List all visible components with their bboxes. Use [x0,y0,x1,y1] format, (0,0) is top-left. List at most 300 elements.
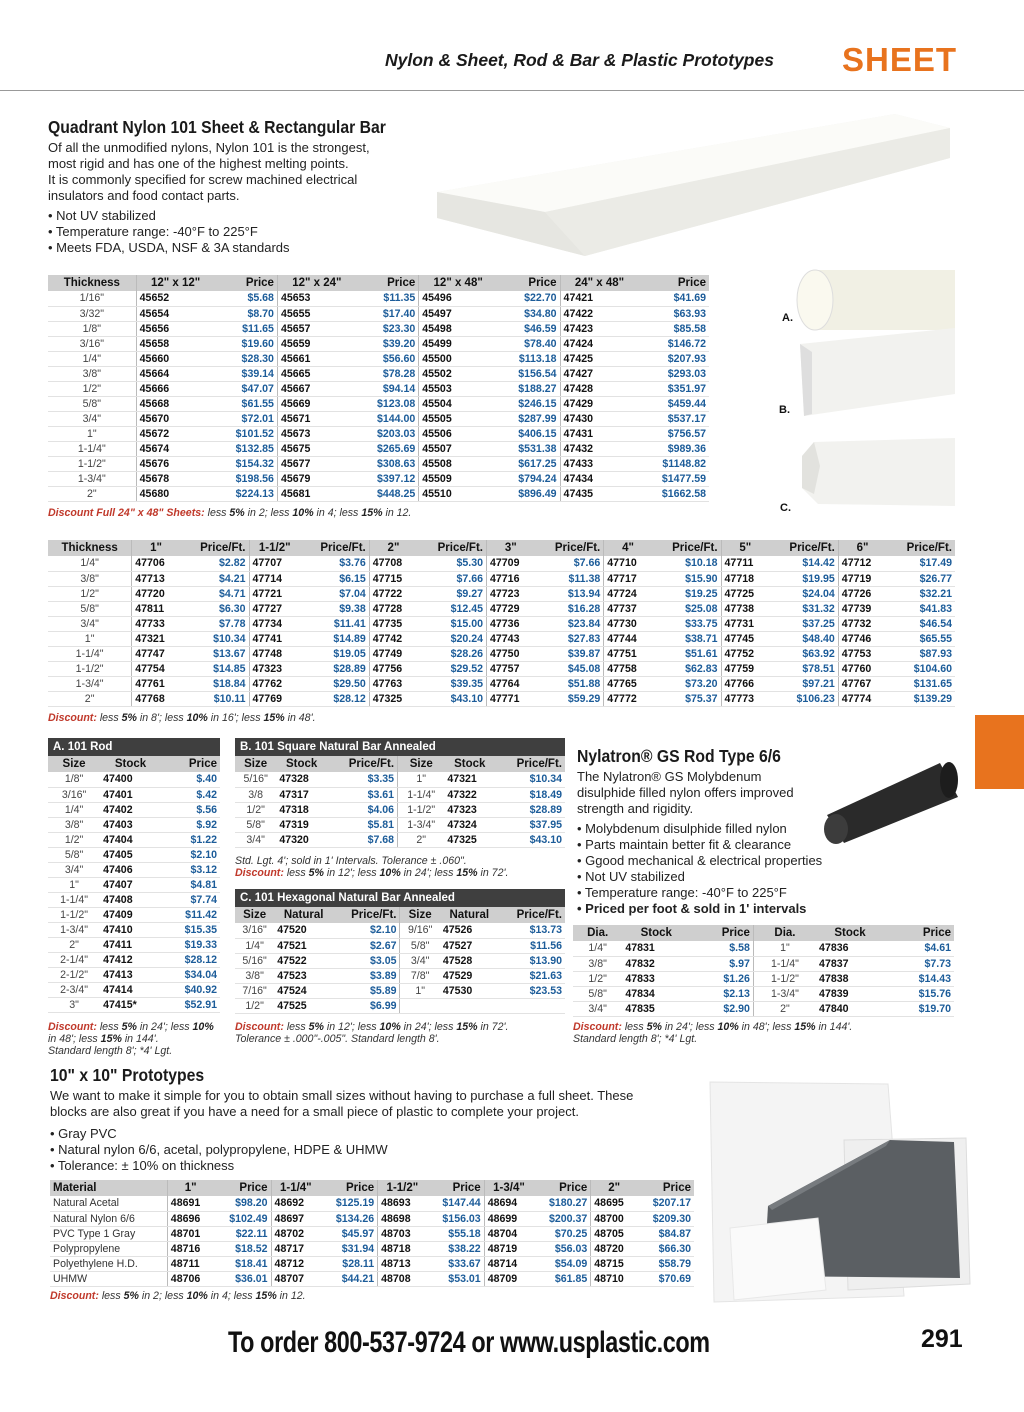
table-cell: $7.78 [180,616,249,631]
table-cell: 47833 [622,971,690,986]
column-header: Price [497,275,560,291]
hex101-title: C. 101 Hexagonal Natural Bar Annealed [235,889,565,907]
table-cell: $14.42 [769,556,838,571]
nylon101-bullets [48,208,290,256]
table-cell: $1662.58 [638,486,709,501]
table-cell: $351.97 [638,381,709,396]
table-cell: $10.11 [180,691,249,706]
column-header: Price/Ft. [499,907,565,923]
table-cell: $308.63 [356,456,419,471]
table-cell: 47528 [440,953,499,968]
table-cell: 48700 [591,1211,637,1226]
nylon101-description [48,140,418,204]
table-cell: 1" [48,631,132,646]
table-cell: 47325 [444,832,495,847]
desc-line: strength and rigidity. [577,801,694,816]
column-header: Dia. [573,925,622,941]
column-header: Price [690,925,753,941]
table-cell: 1/4" [48,351,136,366]
table-row [235,802,565,817]
table-cell: $2.67 [333,938,400,953]
table-cell: 5/16" [235,953,274,968]
table-cell: $19.33 [161,937,220,952]
bullet: • Not UV stabilized [577,869,685,884]
table-cell: 45659 [277,336,355,351]
table-cell: $156.03 [427,1211,485,1226]
table-cell: $97.21 [769,676,838,691]
table-cell: $7.68 [327,832,398,847]
table-cell: $66.30 [637,1241,694,1256]
table-cell: 47526 [440,923,499,938]
table-cell: $13.67 [180,646,249,661]
table-cell: $156.54 [497,366,560,381]
bullet: • Parts maintain better fit & clearance [577,837,792,852]
table-cell: $40.92 [161,982,220,997]
table-cell: $41.83 [886,601,955,616]
table-cell: $58.79 [637,1256,694,1271]
hex101-notes [235,1021,570,1045]
column-header: Price [427,1180,485,1196]
table-cell: 47721 [249,586,300,601]
table-cell: 1-1/4" [753,956,816,971]
table-cell: $27.83 [535,631,604,646]
table-cell: $61.85 [533,1271,591,1286]
table-cell: $78.40 [497,336,560,351]
table-cell: $265.69 [356,441,419,456]
table-cell: Polypropylene [50,1241,167,1256]
table-cell: 47317 [276,787,327,802]
table-cell: 45675 [277,441,355,456]
table-cell: 47715 [369,571,417,586]
table-cell: 48713 [378,1256,427,1271]
table-cell: 47400 [100,772,161,787]
table-cell: 47714 [249,571,300,586]
table-cell: $406.15 [497,426,560,441]
column-header: Dia. [753,925,816,941]
table-cell: 47736 [487,616,535,631]
table-cell: $144.00 [356,411,419,426]
bullet: • Ggood mechanical & electrical properties [577,853,823,868]
column-header: 5" [721,540,769,556]
table-cell: 45661 [277,351,355,366]
column-header: Stock [100,756,161,772]
table-cell: Natural Nylon 6/6 [50,1211,167,1226]
discount-text: less 5% in 12'; less 10% in 24'; less 15% in 72'. [286,1021,509,1033]
table-cell: $.58 [690,941,753,956]
table-cell: $11.56 [499,938,565,953]
table-cell: $15.90 [652,571,721,586]
table-cell: $794.24 [497,471,560,486]
table-cell: $5.89 [333,983,400,998]
table-cell: $18.52 [214,1241,272,1256]
column-header: Price [638,275,709,291]
column-header: Natural [440,907,499,923]
table-cell: 2-1/2" [48,967,100,982]
table-row [50,1196,694,1211]
nylatron-price-table [573,925,954,1017]
table-row [48,396,709,411]
table-cell: 48717 [271,1241,320,1256]
table-row [48,952,220,967]
table-cell: 47711 [721,556,769,571]
table-cell: $5.30 [417,556,486,571]
table-cell: $.97 [690,956,753,971]
table-cell: $18.84 [180,676,249,691]
table-cell: $13.90 [499,953,565,968]
table-cell: 47751 [604,646,652,661]
table-cell: 47758 [604,661,652,676]
table-cell: 3/4" [400,953,440,968]
table-cell: $51.88 [535,676,604,691]
header-title: Nylon & Sheet, Rod & Bar & Plastic Prototypes [385,50,774,70]
table-row [48,967,220,982]
desc-line: insulators and food contact parts. [48,188,240,203]
table-cell: $19.95 [769,571,838,586]
table-cell: $41.69 [638,291,709,306]
table-row [48,306,709,321]
table-cell: 47522 [274,953,333,968]
table-cell: $1.26 [690,971,753,986]
table-cell: $11.41 [300,616,369,631]
table-cell [440,998,499,1013]
table-cell: $15.00 [417,616,486,631]
table-cell: 48720 [591,1241,637,1256]
bullet: • Priced per foot & sold in 1' intervals [577,901,807,916]
table-header-row [48,540,955,556]
prototypes-bullets [50,1126,388,1174]
table-cell: 47401 [100,787,161,802]
table-row [48,586,955,601]
table-cell: 48704 [484,1226,533,1241]
table-cell: $.42 [161,787,220,802]
table-cell: 45669 [277,396,355,411]
rod101-discount [48,1021,223,1057]
column-header: 1-3/4" [484,1180,533,1196]
hex101-panel [235,889,565,1014]
column-header: Price/Ft. [333,907,400,923]
table-cell: 45509 [419,471,497,486]
table-row [48,351,709,366]
desc-line: The Nylatron® GS Molybdenum [577,769,762,784]
column-header: Price [215,275,278,291]
table-cell: 47745 [721,631,769,646]
table-cell: $4.21 [180,571,249,586]
rod101-title: A. 101 Rod [48,738,220,756]
table-cell: $72.01 [215,411,278,426]
table-cell: 47750 [487,646,535,661]
table-cell: 47840 [816,1001,884,1016]
table-cell: $617.25 [497,456,560,471]
table-cell: $59.29 [535,691,604,706]
table-cell: $3.89 [333,968,400,983]
table-cell: 1" [48,426,136,441]
table-cell: $11.42 [161,907,220,922]
table-row [48,676,955,691]
table-cell: $14.85 [180,661,249,676]
discount-label: Discount: [235,1021,284,1033]
sheet-discount [48,507,411,519]
table-cell: 47524 [274,983,333,998]
table-cell: $14.89 [300,631,369,646]
table-cell: 45678 [136,471,214,486]
table-cell: $38.22 [427,1241,485,1256]
table-cell: 47760 [838,661,886,676]
bullet: • Tolerance: ± 10% on thickness [50,1158,235,1173]
table-cell: $16.28 [535,601,604,616]
section-label: SHEET [842,41,958,78]
table-row [235,968,565,983]
table-cell: 3/4" [48,411,136,426]
table-cell: $3.76 [300,556,369,571]
table-cell: 48696 [167,1211,213,1226]
table-cell: 47837 [816,956,884,971]
table-cell: $33.75 [652,616,721,631]
table-cell: 5/8" [400,938,440,953]
discount-text: less 5% in 8'; less 10% in 16'; less 15% in 48'. [99,712,316,724]
table-row [48,381,709,396]
table-cell: $18.49 [495,787,565,802]
column-header: 24" x 48" [560,275,638,291]
table-cell: 3/8" [48,817,100,832]
table-cell: $65.55 [886,631,955,646]
table-cell: 48716 [167,1241,213,1256]
table-cell: 1-1/4" [398,787,445,802]
column-header: Size [48,756,100,772]
table-cell: 45679 [277,471,355,486]
table-cell: 48695 [591,1196,637,1211]
table-cell: 45502 [419,366,497,381]
table-cell: 45673 [277,426,355,441]
nylatron-rod-image [812,755,962,845]
table-row [48,772,220,787]
table-row [235,817,565,832]
table-cell: $43.10 [495,832,565,847]
column-header: 1-1/2" [249,540,300,556]
column-header: Price/Ft. [652,540,721,556]
table-cell: $15.76 [884,986,954,1001]
table-cell: $5.81 [327,817,398,832]
table-cell: $39.14 [215,366,278,381]
table-row [48,616,955,631]
table-cell: 47405 [100,847,161,862]
column-header: Price/Ft. [327,756,398,772]
table-cell: $101.52 [215,426,278,441]
table-cell: 1-1/2" [398,802,445,817]
table-cell: 45665 [277,366,355,381]
table-cell: $28.12 [161,952,220,967]
table-row [48,411,709,426]
table-cell: 1-3/4" [48,922,100,937]
bullet: • Temperature range: -40°F to 225°F [48,224,258,239]
table-cell: 7/16" [235,983,274,998]
table-cell: $7.66 [535,556,604,571]
table-cell: Polyethylene H.D. [50,1256,167,1271]
table-cell: $62.83 [652,661,721,676]
table-cell: 47707 [249,556,300,571]
table-row [48,486,709,501]
square-bar-image [800,328,955,416]
table-cell: 48706 [167,1271,213,1286]
table-cell: 1" [753,941,816,956]
table-cell: 5/8" [48,396,136,411]
table-row [48,691,955,706]
table-cell: 47321 [132,631,180,646]
table-cell: $28.89 [495,802,565,817]
table-cell: $17.40 [356,306,419,321]
table-cell: 7/8" [400,968,440,983]
table-row [573,941,954,956]
order-info: To order 800-537-9724 or www.usplastic.com [228,1326,710,1359]
table-cell: 2" [48,486,136,501]
table-cell: 47402 [100,802,161,817]
table-cell: 1/2" [48,381,136,396]
table-row [48,847,220,862]
table-cell: $132.85 [215,441,278,456]
table-cell: $44.21 [320,1271,378,1286]
table-cell: 47748 [249,646,300,661]
table-cell: $34.04 [161,967,220,982]
table-cell: 48701 [167,1226,213,1241]
table-cell: 47433 [560,456,638,471]
table-cell: $70.25 [533,1226,591,1241]
table-cell: $9.27 [417,586,486,601]
table-row [48,817,220,832]
table-cell: 3/32" [48,306,136,321]
table-cell: 45505 [419,411,497,426]
table-cell: $36.01 [214,1271,272,1286]
desc-line: Of all the unmodified nylons, Nylon 101 is the strongest, [48,140,370,155]
table-cell: 48697 [271,1211,320,1226]
table-header-row [235,756,565,772]
column-header: Price [884,925,954,941]
table-cell: $51.61 [652,646,721,661]
table-cell: 47744 [604,631,652,646]
table-cell: 48699 [484,1211,533,1226]
table-cell: 47432 [560,441,638,456]
table-row [48,556,955,571]
table-row [48,426,709,441]
table-cell: $293.03 [638,366,709,381]
table-cell: 47739 [838,601,886,616]
table-header-row [573,925,954,941]
bullet: • Meets FDA, USDA, NSF & 3A standards [48,240,290,255]
table-cell: 45500 [419,351,497,366]
table-cell: 48719 [484,1241,533,1256]
table-cell: 1" [400,983,440,998]
table-cell: 45499 [419,336,497,351]
column-header: 2" [591,1180,637,1196]
discount-label: Discount: [48,712,97,724]
table-cell: 45507 [419,441,497,456]
table-cell: 47762 [249,676,300,691]
table-cell: 1/8" [48,772,100,787]
table-row [48,787,220,802]
table-cell: $37.25 [769,616,838,631]
table-cell: $146.72 [638,336,709,351]
table-cell: 45506 [419,426,497,441]
table-row [235,772,565,787]
table-cell: $198.56 [215,471,278,486]
column-header: Size [398,756,445,772]
table-cell: 47738 [721,601,769,616]
table-cell [499,998,565,1013]
column-header: Price [161,756,220,772]
table-cell: 47427 [560,366,638,381]
table-cell: $55.18 [427,1226,485,1241]
table-cell: 47763 [369,676,417,691]
table-cell: 5/8" [235,817,276,832]
bullet: • Molybdenum disulphide filled nylon [577,821,787,836]
table-cell: 9/16" [400,923,440,938]
table-cell: $139.29 [886,691,955,706]
table-cell: 47836 [816,941,884,956]
table-cell: 48712 [271,1256,320,1271]
table-cell: 47733 [132,616,180,631]
table-cell: 48707 [271,1271,320,1286]
table-cell: 47743 [487,631,535,646]
table-cell: $1.22 [161,832,220,847]
table-cell: 47710 [604,556,652,571]
table-cell: 47431 [560,426,638,441]
table-cell: 47766 [721,676,769,691]
table-cell: 47430 [560,411,638,426]
table-cell: $78.51 [769,661,838,676]
table-cell: 48705 [591,1226,637,1241]
column-header: 4" [604,540,652,556]
table-cell: $125.19 [320,1196,378,1211]
table-cell: 47746 [838,631,886,646]
table-cell: 1-1/2" [48,907,100,922]
table-cell: 47706 [132,556,180,571]
table-cell: 47321 [444,772,495,787]
table-cell: 1/2" [48,832,100,847]
table-cell: 47422 [560,306,638,321]
table-cell: $3.12 [161,862,220,877]
table-cell: $10.34 [180,631,249,646]
table-cell: $224.13 [215,486,278,501]
column-header: Price/Ft. [886,540,955,556]
bullet: • Not UV stabilized [48,208,156,223]
table-row [48,982,220,997]
table-cell: $23.84 [535,616,604,631]
table-cell: $896.49 [497,486,560,501]
table-cell: 48694 [484,1196,533,1211]
prototype-blocks-image [708,1078,978,1306]
table-cell: 47768 [132,691,180,706]
table-cell: 47718 [721,571,769,586]
table-cell: UHMW [50,1271,167,1286]
table-cell: 47323 [249,661,300,676]
table-cell: $26.77 [886,571,955,586]
table-row [48,336,709,351]
table-cell: $756.57 [638,426,709,441]
table-cell: $53.01 [427,1271,485,1286]
table-cell: 1/4" [48,802,100,817]
column-header: Price/Ft. [300,540,369,556]
table-cell: 1/16" [48,291,136,306]
bullet: • Temperature range: -40°F to 225°F [577,885,787,900]
table-cell: $19.05 [300,646,369,661]
shape-images [790,266,960,526]
table-cell: 1" [398,772,445,787]
table-cell: 47754 [132,661,180,676]
table-cell: 47839 [816,986,884,1001]
table-cell: $154.32 [215,456,278,471]
table-cell: 47716 [487,571,535,586]
table-cell: $4.81 [161,877,220,892]
column-header: Price [637,1180,694,1196]
table-header-row [235,907,565,923]
